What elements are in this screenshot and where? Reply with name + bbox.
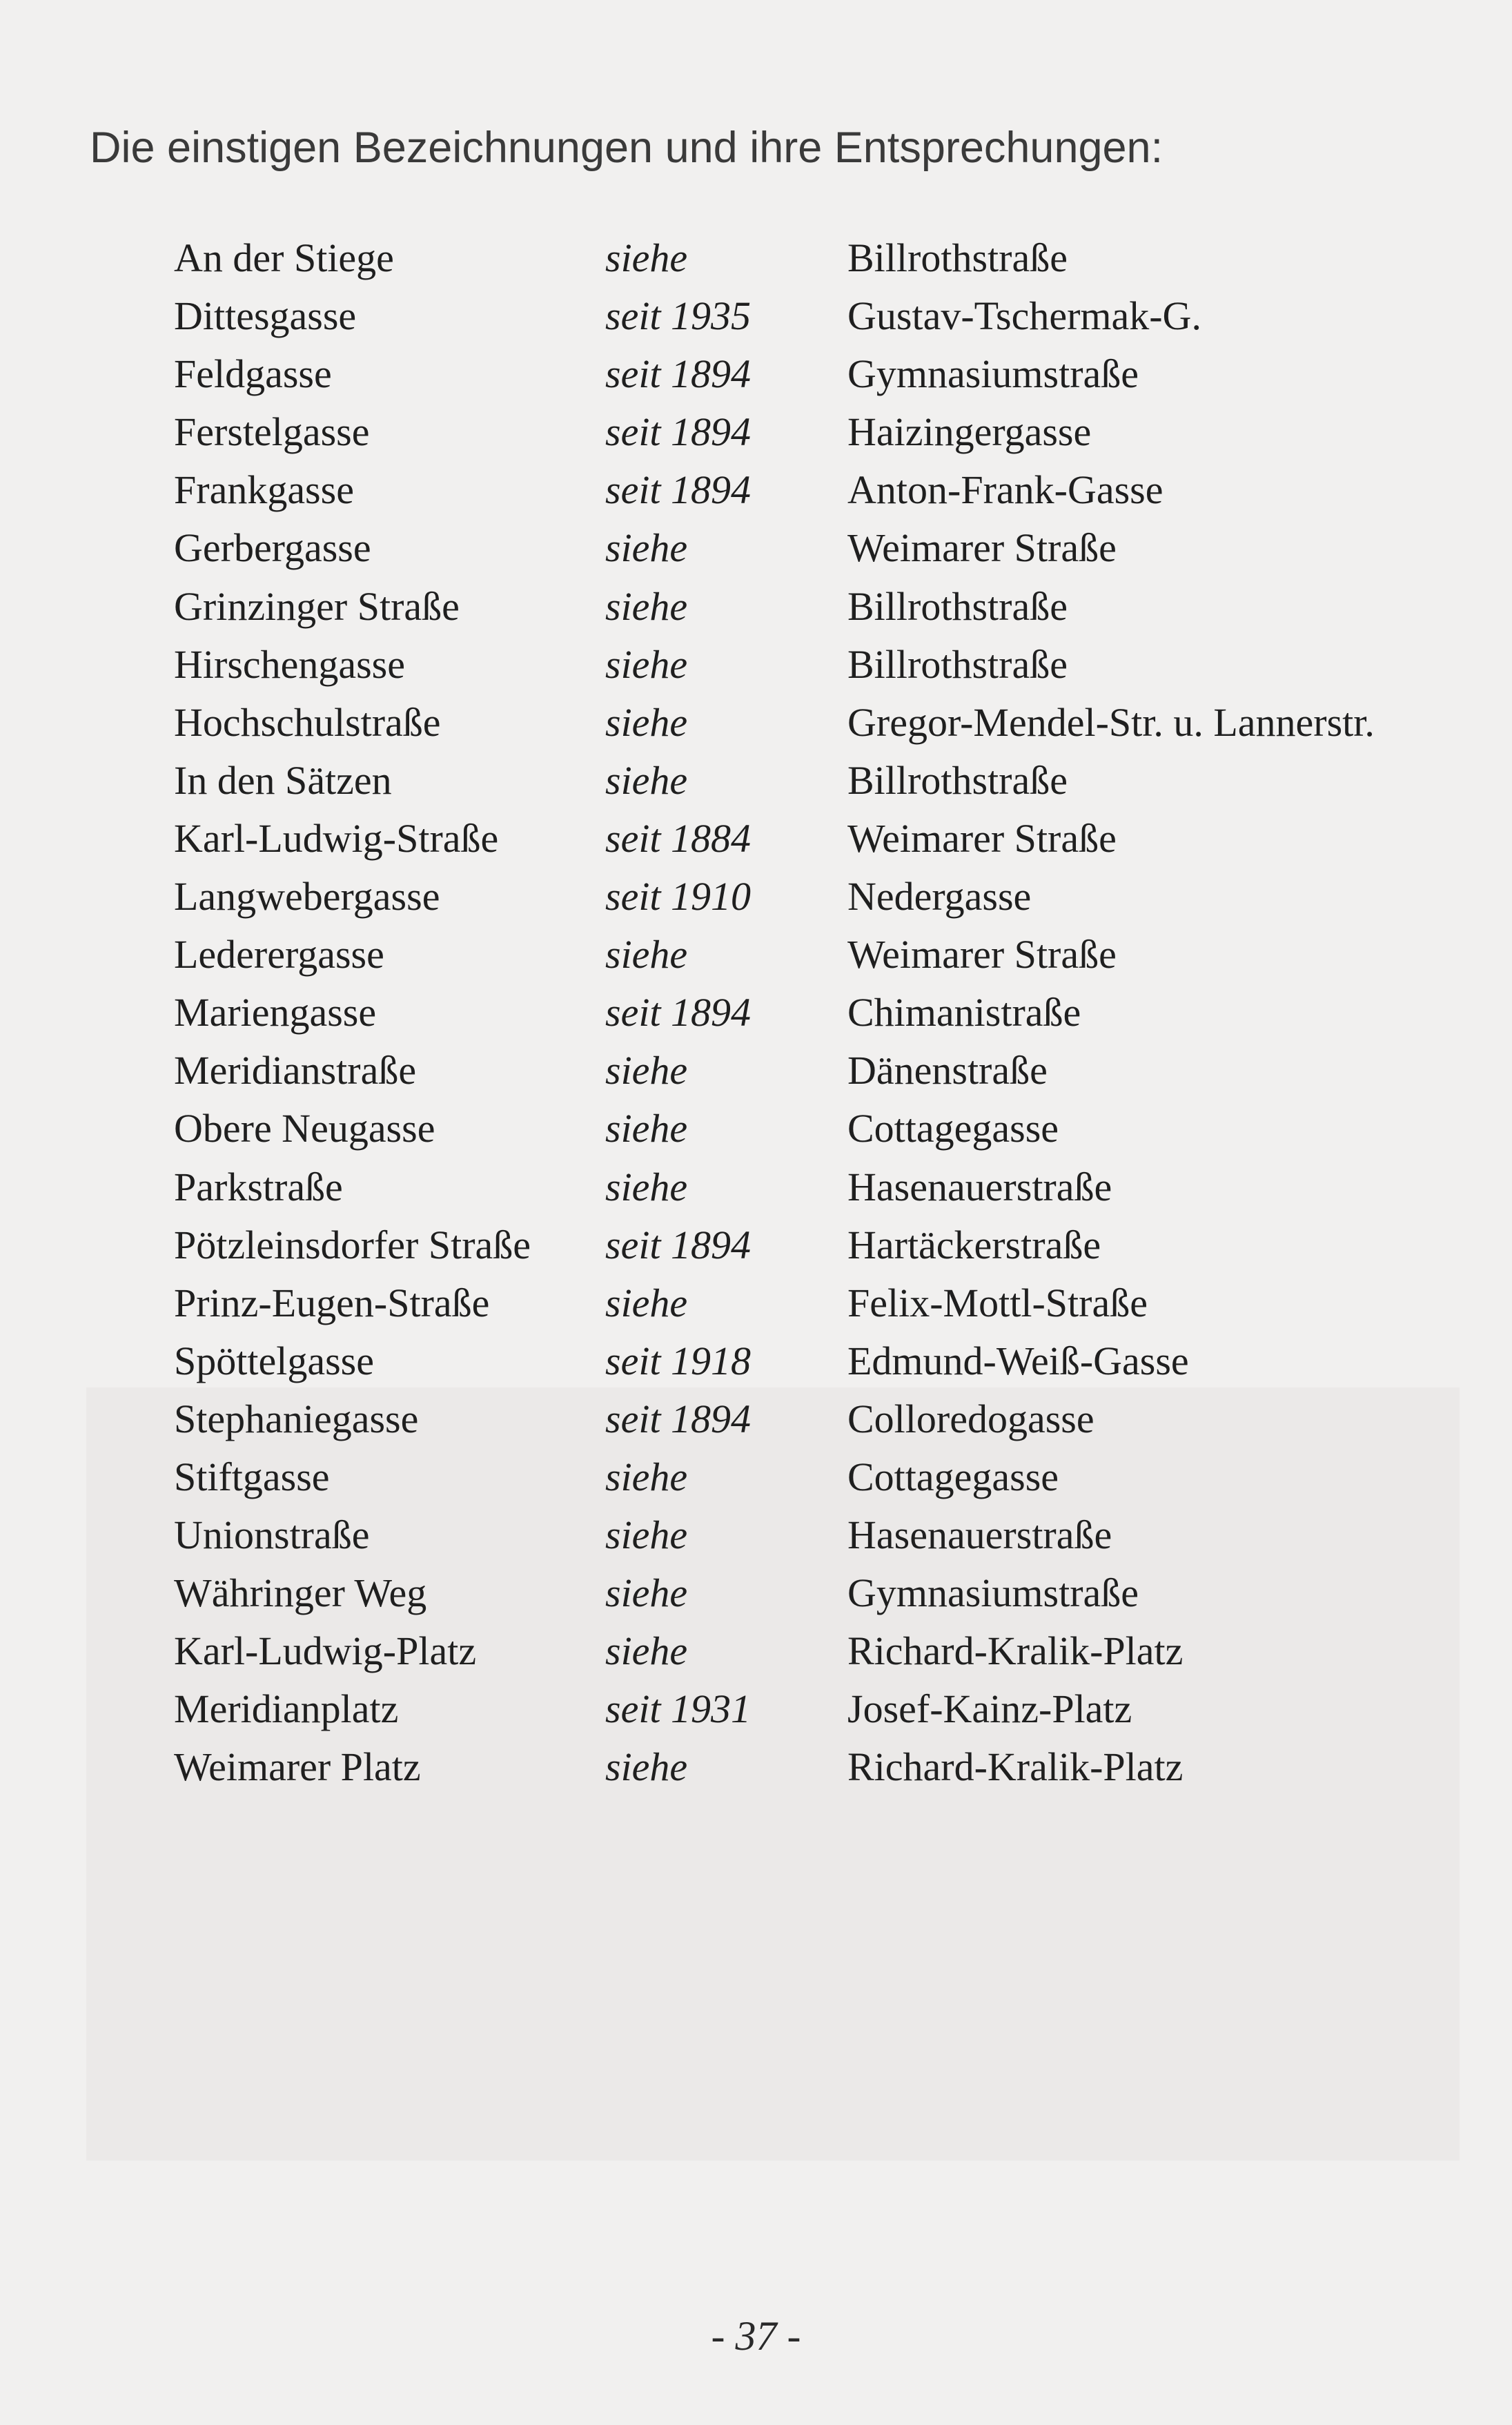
relation-label: siehe xyxy=(605,1628,688,1674)
new-street-name: Gymnasiumstraße xyxy=(847,351,1139,397)
old-street-name: Lederergasse xyxy=(174,932,384,977)
old-street-name: Parkstraße xyxy=(174,1164,343,1209)
new-street-name: Billrothstraße xyxy=(847,235,1068,280)
new-street-name: Anton-Frank-Gasse xyxy=(847,467,1164,513)
new-street-name: Dänenstraße xyxy=(847,1048,1048,1093)
new-street-name: Weimarer Straße xyxy=(847,815,1117,861)
old-street-name: Unionstraße xyxy=(174,1512,370,1558)
new-street-name: Chimanistraße xyxy=(847,990,1081,1035)
relation-label: siehe xyxy=(605,1048,688,1093)
old-street-name: An der Stiege xyxy=(174,235,394,280)
old-street-name: Stephaniegasse xyxy=(174,1396,419,1441)
relation-label: siehe xyxy=(605,699,688,745)
relation-label: seit 1894 xyxy=(605,1222,752,1267)
relation-label: siehe xyxy=(605,525,688,571)
relation-label: siehe xyxy=(605,1744,688,1790)
new-street-name: Colloredogasse xyxy=(847,1396,1094,1441)
new-street-name: Gymnasiumstraße xyxy=(847,1570,1139,1616)
relation-label: siehe xyxy=(605,1164,688,1209)
old-street-name: Meridianstraße xyxy=(174,1048,417,1093)
old-street-name: Obere Neugasse xyxy=(174,1106,435,1151)
relation-label: siehe xyxy=(605,1106,688,1151)
old-street-name: Karl-Ludwig-Straße xyxy=(174,815,499,861)
relation-label: siehe xyxy=(605,235,688,280)
old-street-name: Hochschulstraße xyxy=(174,699,441,745)
old-street-name: Dittesgasse xyxy=(174,293,357,339)
relation-label: siehe xyxy=(605,641,688,687)
relation-label: seit 1910 xyxy=(605,874,752,919)
relation-label: seit 1931 xyxy=(605,1686,752,1732)
new-street-name: Weimarer Straße xyxy=(847,932,1117,977)
new-street-name: Billrothstraße xyxy=(847,583,1068,629)
old-street-name: Hirschengasse xyxy=(174,641,406,687)
relation-label: siehe xyxy=(605,757,688,803)
old-street-name: Ferstelgasse xyxy=(174,409,370,455)
page-heading: Die einstigen Bezeichnungen und ihre Entsprechungen: xyxy=(90,124,1164,172)
old-street-name: Feldgasse xyxy=(174,351,332,397)
new-street-name: Billrothstraße xyxy=(847,641,1068,687)
page-number: - 37 - xyxy=(711,2313,801,2359)
new-street-name: Cottagegasse xyxy=(847,1454,1059,1499)
relation-label: seit 1918 xyxy=(605,1338,752,1383)
relation-label: seit 1894 xyxy=(605,467,752,513)
new-street-name: Felix-Mottl-Straße xyxy=(847,1280,1148,1325)
relation-label: siehe xyxy=(605,932,688,977)
old-street-name: Pötzleinsdorfer Straße xyxy=(174,1222,531,1267)
new-street-name: Edmund-Weiß-Gasse xyxy=(847,1338,1189,1383)
relation-label: seit 1884 xyxy=(605,815,752,861)
new-street-name: Hartäckerstraße xyxy=(847,1222,1101,1267)
relation-label: siehe xyxy=(605,583,688,629)
old-street-name: Währinger Weg xyxy=(174,1570,427,1616)
old-street-name: Stiftgasse xyxy=(174,1454,330,1499)
new-street-name: Haizingergasse xyxy=(847,409,1092,455)
new-street-name: Gustav-Tschermak-G. xyxy=(847,293,1201,339)
new-street-name: Nedergasse xyxy=(847,874,1032,919)
relation-label: seit 1894 xyxy=(605,990,752,1035)
new-street-name: Billrothstraße xyxy=(847,757,1068,803)
old-street-name: Mariengasse xyxy=(174,990,377,1035)
new-street-name: Hasenauerstraße xyxy=(847,1512,1112,1558)
relation-label: siehe xyxy=(605,1570,688,1616)
relation-label: siehe xyxy=(605,1512,688,1558)
new-street-name: Richard-Kralik-Platz xyxy=(847,1744,1184,1790)
relation-label: seit 1894 xyxy=(605,351,752,397)
new-street-name: Richard-Kralik-Platz xyxy=(847,1628,1184,1674)
new-street-name: Hasenauerstraße xyxy=(847,1164,1112,1209)
new-street-name: Josef-Kainz-Platz xyxy=(847,1686,1132,1732)
old-street-name: Langwebergasse xyxy=(174,874,440,919)
relation-label: siehe xyxy=(605,1454,688,1499)
new-street-name: Gregor-Mendel-Str. u. Lannerstr. xyxy=(847,699,1375,745)
relation-label: seit 1935 xyxy=(605,293,752,339)
relation-label: seit 1894 xyxy=(605,1396,752,1441)
new-street-name: Weimarer Straße xyxy=(847,525,1117,571)
old-street-name: Spöttelgasse xyxy=(174,1338,374,1383)
old-street-name: Grinzinger Straße xyxy=(174,583,460,629)
old-street-name: Frankgasse xyxy=(174,467,354,513)
relation-label: seit 1894 xyxy=(605,409,752,455)
old-street-name: Prinz-Eugen-Straße xyxy=(174,1280,490,1325)
old-street-name: In den Sätzen xyxy=(174,757,392,803)
old-street-name: Weimarer Platz xyxy=(174,1744,421,1790)
relation-label: siehe xyxy=(605,1280,688,1325)
new-street-name: Cottagegasse xyxy=(847,1106,1059,1151)
old-street-name: Gerbergasse xyxy=(174,525,371,571)
old-street-name: Meridianplatz xyxy=(174,1686,399,1732)
old-street-name: Karl-Ludwig-Platz xyxy=(174,1628,477,1674)
